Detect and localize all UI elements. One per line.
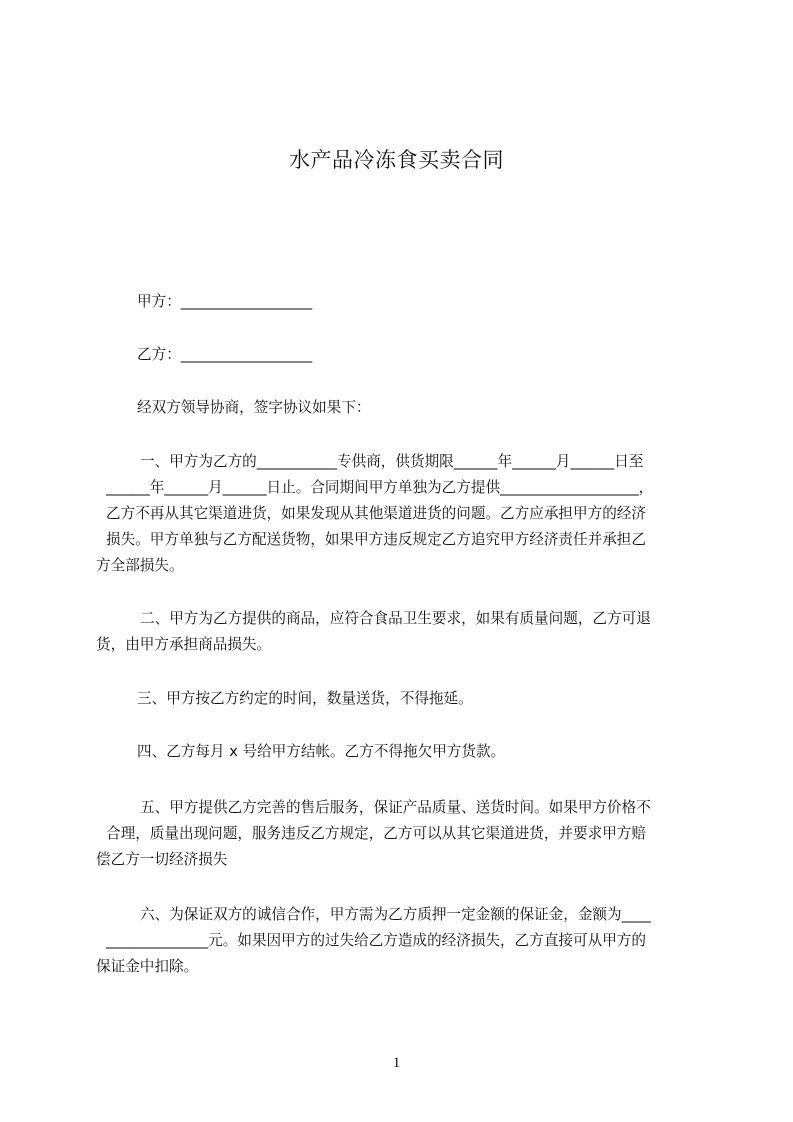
page-number: 1 [392,1055,401,1071]
clause-5-line: 五、甲方提供乙方完善的售后服务，保证产品质量、送货时间。如果甲方价格不 [140,799,651,816]
clause-6-line: 六、为保证双方的诚信合作，甲方需为乙方质押一定金额的保证金，金额为____ [140,906,651,923]
clause-5 [96,795,700,873]
clause-2-line: 二、甲方为乙方提供的商品，应符合食品卫生要求，如果有质量问题，乙方可退 [140,610,651,627]
clause-1-line: 方全部损失。 [96,557,184,574]
clause-5-line: 偿乙方一切经济损失 [96,851,228,868]
intro-line: 经双方领导协商，签字协议如果下： [137,399,371,416]
clause-1-line: ______年______月______日止。合同期间甲方单独为乙方提供___________________， [106,479,654,496]
clause-1-line: 损失。甲方单独与乙方配送货物，如果甲方违反规定乙方追究甲方经济责任并承担乙 [106,531,646,548]
clause-1-line: 一、甲方为乙方的___________专供商，供货期限______年______月______日至 [140,453,644,470]
document-title: 水产品冷冻食买卖合同 [289,148,504,172]
clause-4: 四、乙方每月 x 号给甲方结帐。乙方不得拖欠甲方货款。 [137,743,506,760]
clause-1 [96,449,700,579]
clause-6-line: 保证金中扣除。 [96,958,199,975]
party-a-line: 甲方：__________________ [137,293,313,310]
clause-2-line: 货，由甲方承担商品损失。 [96,636,272,653]
clause-3: 三、甲方按乙方约定的时间，数量送货，不得拖延。 [137,690,473,707]
clause-5-line: 合理，质量出现问题，服务违反乙方规定，乙方可以从其它渠道进货，并要求甲方赔 [106,825,646,842]
clause-1-line: 乙方不再从其它渠道进货，如果发现从其他渠道进货的问题。乙方应承担甲方的经济 [106,505,646,522]
clause-2 [96,606,700,658]
clause-6 [96,902,700,980]
party-b-line: 乙方：__________________ [137,346,313,363]
clause-6-line: ______________元。如果因甲方的过失给乙方造成的经济损失，乙方直接可从甲方的 [106,932,646,949]
